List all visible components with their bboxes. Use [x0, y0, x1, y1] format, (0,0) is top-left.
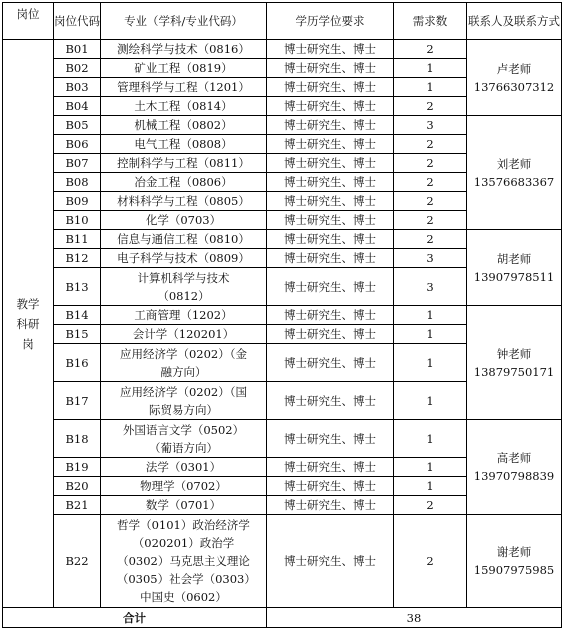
header-degree: 学历学位要求 — [267, 3, 394, 40]
major-cell: 哲学（0101）政治经济学（020201）政治学（0302）马克思主义理论（0305）社会学（0303）中国史（0602） — [101, 515, 267, 608]
contact-name: 谢老师 — [496, 545, 532, 559]
degree-cell: 博士研究生、博士 — [267, 97, 394, 116]
contact-name: 胡老师 — [496, 251, 532, 266]
table-row — [3, 420, 562, 458]
count-cell: 2 — [394, 97, 467, 116]
degree-cell: 博士研究生、博士 — [267, 268, 394, 306]
degree-cell: 博士研究生、博士 — [267, 496, 394, 515]
count-cell: 2 — [394, 496, 467, 515]
major-cell: 材料科学与工程（0805） — [101, 192, 267, 211]
degree-cell: 博士研究生、博士 — [267, 154, 394, 173]
major-cell: 电气工程（0808） — [101, 135, 267, 154]
count-cell: 2 — [394, 135, 467, 154]
contact-name: 钟老师 — [496, 346, 532, 361]
major-cell: 土木工程（0814） — [101, 97, 267, 116]
degree-cell: 博士研究生、博士 — [267, 192, 394, 211]
code-cell: B22 — [54, 515, 101, 608]
major-cell: 矿业工程（0819） — [101, 59, 267, 78]
major-cell: 物理学（0702） — [101, 477, 267, 496]
count-cell: 2 — [394, 40, 467, 59]
code-cell: B13 — [54, 268, 101, 306]
code-cell: B10 — [54, 211, 101, 230]
header-post: 岗位 — [3, 3, 54, 40]
code-cell: B01 — [54, 40, 101, 59]
table-row — [3, 40, 562, 59]
code-cell: B19 — [54, 458, 101, 477]
degree-cell: 博士研究生、博士 — [267, 477, 394, 496]
contact-cell — [467, 420, 562, 515]
contact-phone: 13970798839 — [473, 469, 555, 483]
degree-cell: 博士研究生、博士 — [267, 306, 394, 325]
contact-phone: 13576683367 — [473, 174, 555, 189]
degree-cell: 博士研究生、博士 — [267, 211, 394, 230]
code-cell: B03 — [54, 78, 101, 97]
contact-cell — [467, 40, 562, 116]
degree-cell: 博士研究生、博士 — [267, 78, 394, 97]
recruitment-table — [2, 2, 562, 628]
code-cell: B16 — [54, 344, 101, 382]
total-label: 合计 — [3, 608, 267, 628]
count-cell: 1 — [394, 78, 467, 97]
major-cell: 应用经济学（0202）（金融方向） — [101, 344, 267, 382]
count-cell: 3 — [394, 116, 467, 135]
count-cell: 2 — [394, 515, 467, 608]
code-cell: B15 — [54, 325, 101, 344]
contact-name: 卢老师 — [496, 61, 532, 76]
code-cell: B07 — [54, 154, 101, 173]
total-value: 38 — [267, 608, 562, 628]
contact-name: 刘老师 — [496, 156, 532, 171]
degree-cell: 博士研究生、博士 — [267, 173, 394, 192]
header-major: 专业（学科/专业代码） — [101, 3, 267, 40]
contact-phone: 13907978511 — [473, 269, 555, 284]
degree-cell: 博士研究生、博士 — [267, 135, 394, 154]
table-body — [3, 40, 562, 628]
count-cell: 3 — [394, 268, 467, 306]
major-cell: 应用经济学（0202）（国际贸易方向） — [101, 382, 267, 420]
contact-cell — [467, 116, 562, 230]
degree-cell: 博士研究生、博士 — [267, 116, 394, 135]
contact-phone: 15907975985 — [473, 563, 555, 577]
table-row — [3, 306, 562, 325]
major-cell: 电子科学与技术（0809） — [101, 249, 267, 268]
code-cell: B21 — [54, 496, 101, 515]
contact-phone: 13879750171 — [473, 364, 555, 379]
degree-cell: 博士研究生、博士 — [267, 458, 394, 477]
count-cell: 1 — [394, 420, 467, 458]
major-cell: 信息与通信工程（0810） — [101, 230, 267, 249]
total-row — [3, 608, 562, 628]
count-cell: 2 — [394, 211, 467, 230]
code-cell: B11 — [54, 230, 101, 249]
code-cell: B08 — [54, 173, 101, 192]
table-row — [3, 515, 562, 608]
count-cell: 1 — [394, 344, 467, 382]
code-cell: B12 — [54, 249, 101, 268]
count-cell: 3 — [394, 249, 467, 268]
degree-cell: 博士研究生、博士 — [267, 249, 394, 268]
degree-cell: 博士研究生、博士 — [267, 325, 394, 344]
degree-cell: 博士研究生、博士 — [267, 344, 394, 382]
count-cell: 2 — [394, 230, 467, 249]
code-cell: B18 — [54, 420, 101, 458]
count-cell: 1 — [394, 59, 467, 78]
code-cell: B02 — [54, 59, 101, 78]
degree-cell: 博士研究生、博士 — [267, 420, 394, 458]
table-row — [3, 116, 562, 135]
code-cell: B05 — [54, 116, 101, 135]
major-cell: 外国语言文学（0502）（葡语方向） — [101, 420, 267, 458]
major-cell: 管理科学与工程（1201） — [101, 78, 267, 97]
post-type-cell: 教学科研岗 — [3, 40, 54, 608]
degree-cell: 博士研究生、博士 — [267, 40, 394, 59]
degree-cell: 博士研究生、博士 — [267, 382, 394, 420]
degree-cell: 博士研究生、博士 — [267, 59, 394, 78]
major-cell: 冶金工程（0806） — [101, 173, 267, 192]
code-cell: B06 — [54, 135, 101, 154]
count-cell: 1 — [394, 382, 467, 420]
count-cell: 2 — [394, 154, 467, 173]
major-cell: 控制科学与工程（0811） — [101, 154, 267, 173]
contact-name: 高老师 — [496, 451, 532, 465]
header-count: 需求数 — [394, 3, 467, 40]
code-cell: B17 — [54, 382, 101, 420]
count-cell: 1 — [394, 306, 467, 325]
major-cell: 数学（0701） — [101, 496, 267, 515]
table-row — [3, 230, 562, 249]
count-cell: 2 — [394, 173, 467, 192]
count-cell: 2 — [394, 192, 467, 211]
degree-cell: 博士研究生、博士 — [267, 230, 394, 249]
major-cell: 化学（0703） — [101, 211, 267, 230]
count-cell: 1 — [394, 325, 467, 344]
code-cell: B14 — [54, 306, 101, 325]
code-cell: B09 — [54, 192, 101, 211]
major-cell: 机械工程（0802） — [101, 116, 267, 135]
code-cell: B20 — [54, 477, 101, 496]
major-cell: 计算机科学与技术（0812） — [101, 268, 267, 306]
contact-cell — [467, 515, 562, 608]
code-cell: B04 — [54, 97, 101, 116]
count-cell: 1 — [394, 477, 467, 496]
contact-phone: 13766307312 — [473, 79, 555, 94]
major-cell: 法学（0301） — [101, 458, 267, 477]
major-cell: 测绘科学与技术（0816） — [101, 40, 267, 59]
contact-cell — [467, 306, 562, 420]
header-code: 岗位代码 — [54, 3, 101, 40]
count-cell: 1 — [394, 458, 467, 477]
major-cell: 会计学（120201） — [101, 325, 267, 344]
major-cell: 工商管理（1202） — [101, 306, 267, 325]
degree-cell: 博士研究生、博士 — [267, 515, 394, 608]
contact-cell — [467, 230, 562, 306]
header-contact: 联系人及联系方式 — [467, 3, 562, 40]
